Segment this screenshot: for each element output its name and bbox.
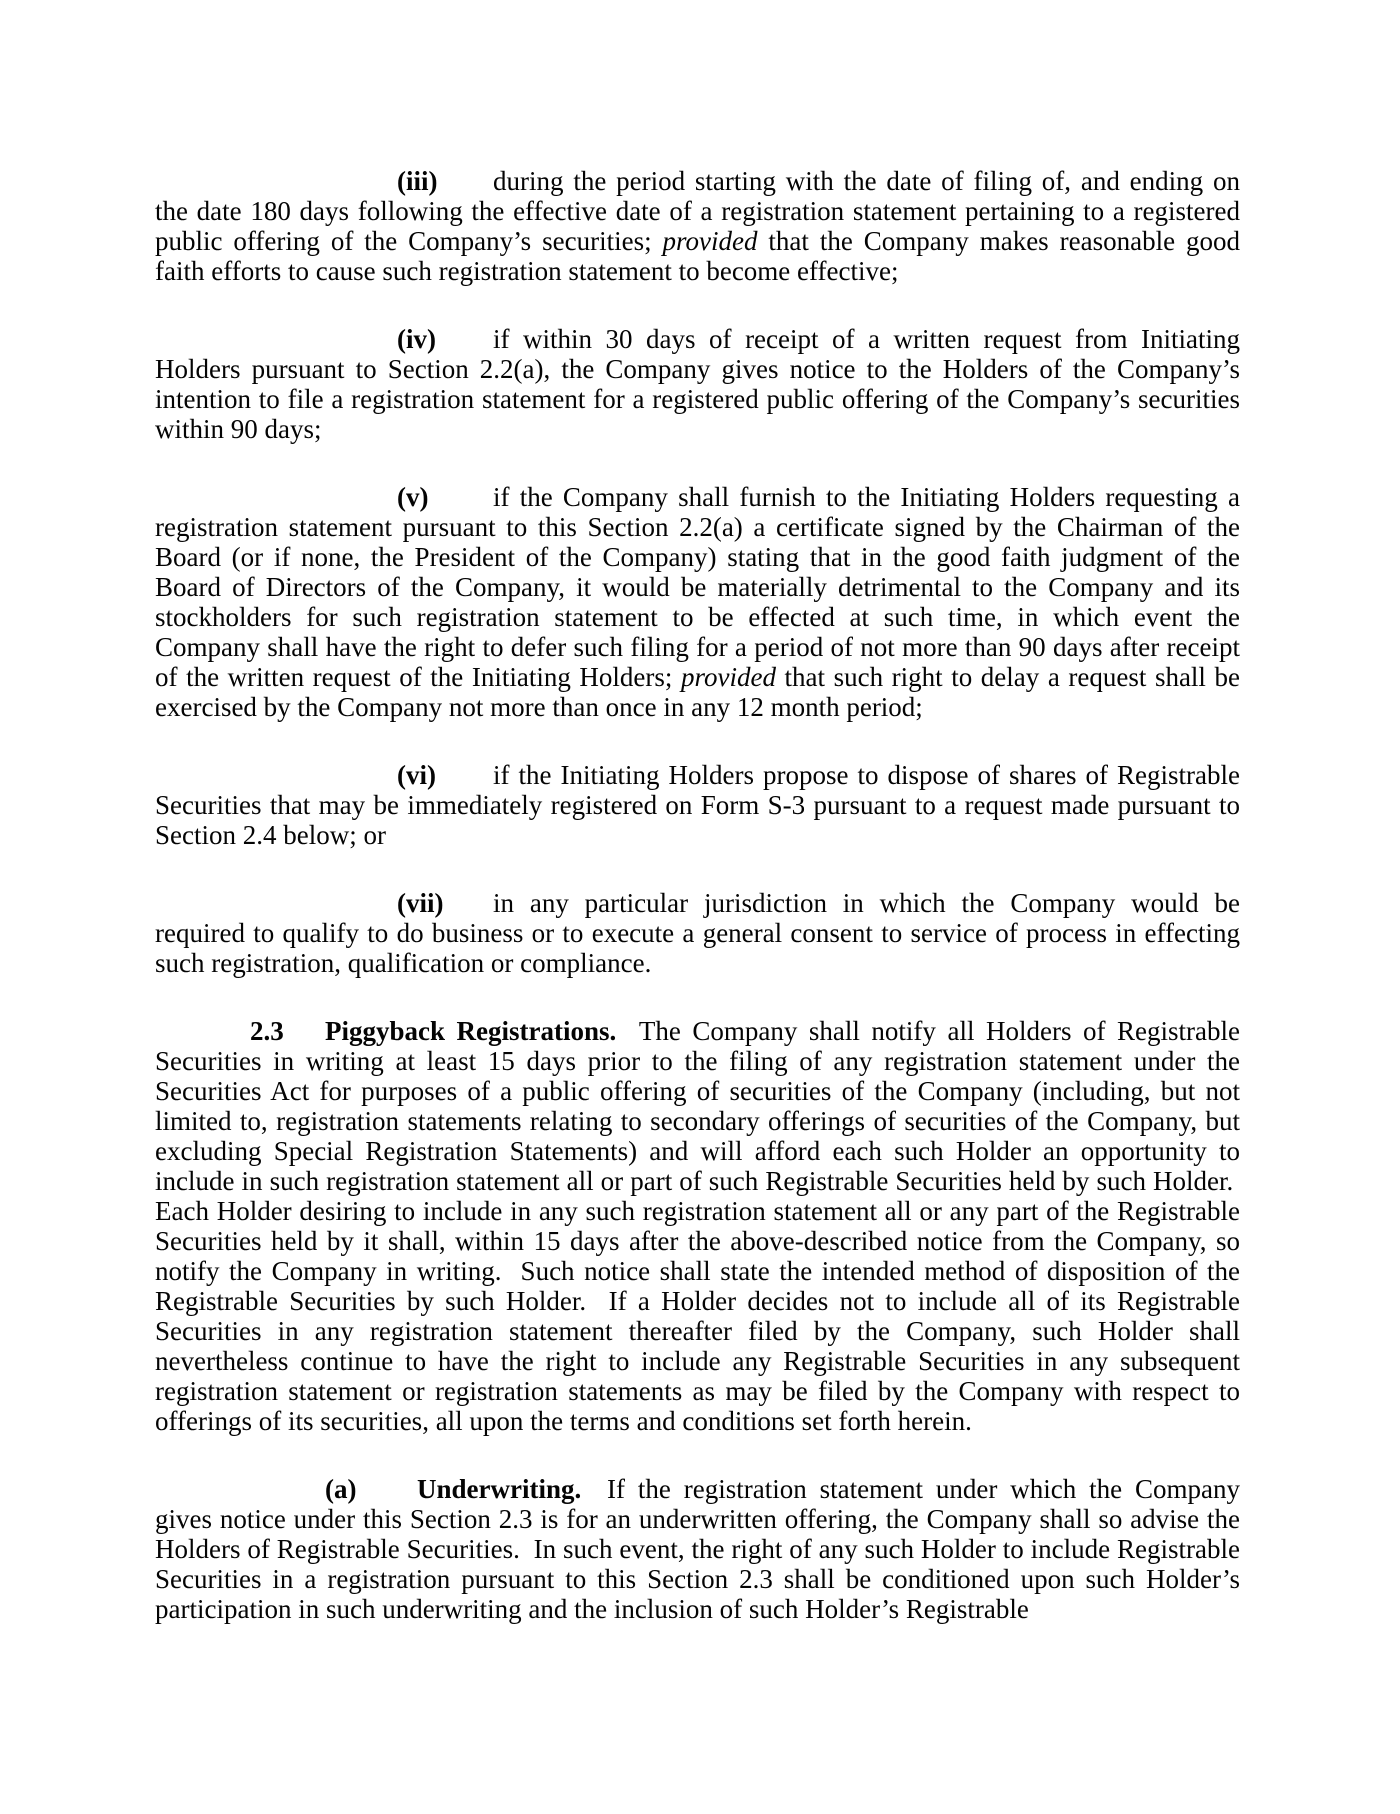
clause-iv-text: if within 30 days of receipt of a written request from Initiating Holders pursuant to Section 2.2(a), the Company gives notice to the Holders of the Company’s intention to file a registration statement for a registered public offering of the Company’s securities within 90 days; — [155, 324, 1240, 444]
paragraph-section-2-3 — [155, 1016, 1240, 1436]
subsection-a-heading: Underwriting. — [417, 1474, 582, 1504]
section-2-3-text: The Company shall notify all Holders of Registrable Securities in writing at least 15 days prior to the filing of any registration statement under the Securities Act for purposes of a public offering of securities of the Company (including, but not limited to, registration statements relating to secondary offerings of securities of the Company, but excluding Special Registration Statements) and will afford each such Holder an opportunity to include in such registration statement all or part of such Registrable Securities held by such Holder. Each Holder desiring to include in any such registration statement all or any part of the Registrable Securities held by it shall, within 15 days after the above-described notice from the Company, so notify the Company in writing. Such notice shall state the intended method of disposition of the Registrable Securities by such Holder. If a Holder decides not to include all of its Registrable Securities in any registration statement thereafter filed by the Company, such Holder shall nevertheless continue to have the right to include any Registrable Securities in any subsequent registration statement or registration statements as may be filed by the Company with respect to offerings of its securities, all upon the terms and conditions set forth herein. — [155, 1016, 1240, 1436]
subsection-a-text: If the registration statement under which the Company gives notice under this Section 2.3 is for an underwritten offering, the Company shall so advise the Holders of Registrable Securities. In such event, the right of any such Holder to include Registrable Securities in a registration pursuant to this Section 2.3 shall be conditioned upon such Holder’s participation in such underwriting and the inclusion of such Holder’s Registrable — [155, 1474, 1240, 1624]
clause-v-provided-italic: provided — [680, 662, 776, 692]
paragraph-subsection-a — [155, 1474, 1240, 1624]
clause-iii-text: during the period starting with the date of filing of, and ending on the date 180 days following the effective date of a registration statement pertaining to a registered public offering of the Company’s securities; — [155, 166, 1240, 256]
clause-number-iv: (iv) — [397, 324, 436, 354]
clause-vii-text: in any particular jurisdiction in which the Company would be required to qualify to do business or to execute a general consent to service of process in effecting such registration, qualification or compliance. — [155, 888, 1240, 978]
clause-iii-provided-italic: provided — [662, 226, 758, 256]
section-number-2-3: 2.3 — [250, 1016, 284, 1046]
document-body — [155, 166, 1240, 1662]
clause-number-vii: (vii) — [397, 888, 444, 918]
paragraph-clause-vi — [155, 760, 1240, 850]
clause-v-text-end: that such right to delay a request shall be exercised by the Company not more than once in any 12 month period; — [155, 662, 1240, 722]
clause-number-vi: (vi) — [397, 760, 436, 790]
clause-number-v: (v) — [397, 482, 429, 512]
paragraph-clause-v — [155, 482, 1240, 722]
clause-number-iii: (iii) — [397, 166, 438, 196]
paragraph-clause-iv — [155, 324, 1240, 444]
paragraph-clause-iii — [155, 166, 1240, 286]
subsection-letter-a: (a) — [325, 1474, 357, 1504]
section-2-3-heading: Piggyback Registrations. — [325, 1016, 617, 1046]
clause-v-text: if the Company shall furnish to the Initiating Holders requesting a registration statement pursuant to this Section 2.2(a) a certificate signed by the Chairman of the Board (or if none, the President of the Company) stating that in the good faith judgment of the Board of Directors of the Company, it would be materially detrimental to the Company and its stockholders for such registration statement to be effected at such time, in which event the Company shall have the right to defer such filing for a period of not more than 90 days after receipt of the written request of the Initiating Holders; — [155, 482, 1240, 692]
clause-iii-text-end: that the Company makes reasonable good faith efforts to cause such registration statement to become effective; — [155, 226, 1240, 286]
paragraph-clause-vii — [155, 888, 1240, 978]
clause-vi-text: if the Initiating Holders propose to dispose of shares of Registrable Securities that may be immediately registered on Form S-3 pursuant to a request made pursuant to Section 2.4 below; or — [155, 760, 1240, 850]
